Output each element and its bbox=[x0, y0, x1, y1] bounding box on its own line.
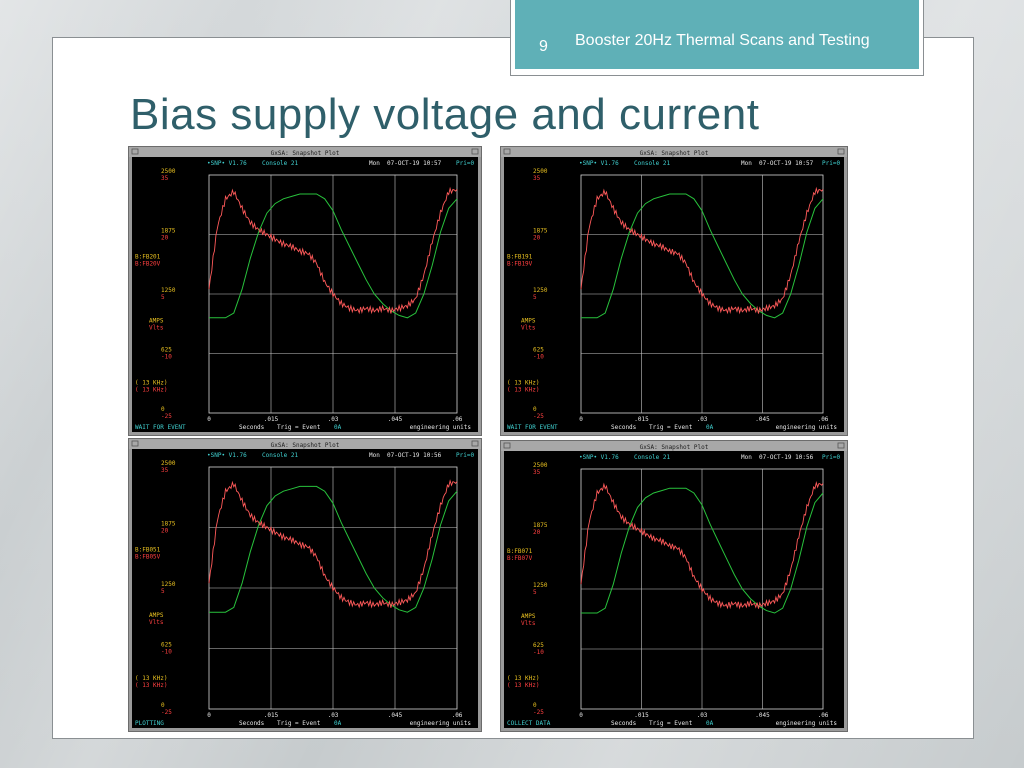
window-title: GxSA: Snapshot Plot bbox=[270, 442, 340, 449]
ytick-top-amps: 2500 bbox=[533, 462, 548, 469]
priority-label: Pri=0 bbox=[456, 452, 475, 459]
xtick-label: .03 bbox=[327, 712, 339, 719]
xtick-label: .045 bbox=[755, 416, 770, 423]
event-label: 0A bbox=[334, 720, 342, 727]
ytick-top-volts: 35 bbox=[533, 175, 541, 182]
date-label: 07-OCT-19 10:56 bbox=[387, 452, 442, 459]
ytick-625-amps: 625 bbox=[161, 641, 172, 649]
ytick-top-volts: 35 bbox=[161, 467, 169, 474]
trigger-label: Trig = Event bbox=[277, 424, 321, 431]
console-label: Console 21 bbox=[634, 454, 671, 461]
ytick-1250-volts: 5 bbox=[161, 294, 165, 301]
units-amps: AMPS bbox=[149, 317, 164, 325]
units-amps: AMPS bbox=[521, 612, 536, 620]
xtick-label: .015 bbox=[634, 712, 649, 719]
sample-rate-volts: ( 13 KHz) bbox=[135, 386, 168, 394]
event-label: 0A bbox=[334, 424, 342, 431]
trigger-label: Trig = Event bbox=[649, 424, 693, 431]
trigger-label: Trig = Event bbox=[649, 720, 693, 727]
window-title: GxSA: Snapshot Plot bbox=[639, 150, 709, 157]
plot-background bbox=[132, 157, 478, 432]
ytick-0-amps: 0 bbox=[533, 702, 537, 709]
sample-rate-volts: ( 13 KHz) bbox=[507, 386, 540, 394]
device-current-name: B:FB051 bbox=[135, 546, 161, 554]
ytick-1250-amps: 1250 bbox=[161, 287, 176, 294]
xtick-label: .03 bbox=[696, 712, 708, 719]
header-banner bbox=[515, 0, 919, 69]
date-label: 07-OCT-19 10:56 bbox=[759, 454, 814, 461]
xtick-label: .015 bbox=[634, 416, 649, 423]
xtick-label: .045 bbox=[387, 416, 403, 423]
ytick-1875-volts: 20 bbox=[161, 234, 169, 242]
day-label: Mon bbox=[741, 454, 752, 461]
header-box bbox=[510, 0, 924, 76]
ytick-1250-amps: 1250 bbox=[161, 581, 176, 588]
x-axis-label: Seconds bbox=[611, 424, 637, 431]
ytick-0-volts: -25 bbox=[161, 413, 172, 420]
sample-rate-amps: ( 13 KHz) bbox=[135, 379, 168, 387]
priority-label: Pri=0 bbox=[822, 160, 841, 167]
units-label: engineering units bbox=[409, 424, 471, 431]
ytick-top-amps: 2500 bbox=[161, 168, 176, 175]
units-label: engineering units bbox=[409, 720, 471, 727]
xtick-label: 0 bbox=[207, 416, 211, 423]
sample-rate-volts: ( 13 KHz) bbox=[507, 682, 540, 690]
device-voltage-name: B:FB05V bbox=[135, 553, 161, 561]
snapshot-plot-window[interactable] bbox=[500, 146, 848, 436]
plot-background bbox=[132, 449, 478, 728]
date-label: 07-OCT-19 10:57 bbox=[387, 160, 442, 167]
ytick-1875-volts: 20 bbox=[161, 527, 169, 535]
snapshot-plot-svg bbox=[129, 147, 481, 435]
xtick-label: .045 bbox=[755, 712, 770, 719]
device-voltage-name: B:FB19V bbox=[507, 260, 533, 268]
xtick-label: .015 bbox=[263, 712, 279, 719]
window-title: GxSA: Snapshot Plot bbox=[639, 444, 709, 451]
device-current-name: B:FB201 bbox=[135, 253, 161, 261]
ytick-1875-amps: 1875 bbox=[533, 522, 548, 529]
ytick-top-volts: 35 bbox=[533, 469, 541, 476]
x-axis-label: Seconds bbox=[611, 720, 637, 727]
device-voltage-name: B:FB20V bbox=[135, 260, 161, 268]
day-label: Mon bbox=[741, 160, 752, 167]
sample-rate-amps: ( 13 KHz) bbox=[507, 675, 540, 683]
ytick-top-volts: 35 bbox=[161, 175, 169, 182]
snapshot-plot-window[interactable] bbox=[128, 146, 482, 436]
ytick-1875-amps: 1875 bbox=[161, 227, 176, 235]
ytick-0-volts: -25 bbox=[533, 413, 544, 420]
ytick-1875-volts: 20 bbox=[533, 234, 541, 242]
ytick-1875-amps: 1875 bbox=[161, 520, 176, 528]
ytick-0-amps: 0 bbox=[161, 702, 165, 709]
units-volts: Vlts bbox=[521, 324, 536, 332]
day-label: Mon bbox=[369, 452, 380, 459]
ytick-0-amps: 0 bbox=[533, 406, 537, 413]
console-label: Console 21 bbox=[262, 452, 299, 459]
ytick-1250-amps: 1250 bbox=[533, 582, 548, 589]
plot-background bbox=[504, 451, 844, 728]
sample-rate-amps: ( 13 KHz) bbox=[135, 674, 168, 682]
ytick-1875-amps: 1875 bbox=[533, 227, 548, 235]
event-label: 0A bbox=[706, 720, 714, 727]
priority-label: Pri=0 bbox=[456, 160, 475, 167]
event-label: 0A bbox=[706, 424, 714, 431]
units-volts: Vlts bbox=[149, 619, 164, 627]
ytick-1250-amps: 1250 bbox=[533, 287, 548, 294]
snapshot-plot-svg bbox=[501, 441, 847, 731]
x-axis-label: Seconds bbox=[239, 720, 265, 727]
status-label: WAIT FOR EVENT bbox=[135, 424, 186, 431]
xtick-label: .03 bbox=[327, 416, 339, 423]
ytick-625-volts: -10 bbox=[161, 353, 172, 361]
ytick-625-volts: -10 bbox=[533, 353, 544, 361]
ytick-625-volts: -10 bbox=[161, 648, 172, 656]
x-axis-label: Seconds bbox=[239, 424, 265, 431]
xtick-label: .015 bbox=[263, 416, 279, 423]
units-label: engineering units bbox=[775, 720, 837, 727]
ytick-625-amps: 625 bbox=[533, 642, 544, 649]
snp-version: •SNP• V1.76 bbox=[579, 454, 619, 461]
date-label: 07-OCT-19 10:57 bbox=[759, 160, 814, 167]
xtick-label: .06 bbox=[451, 712, 463, 719]
plot-background bbox=[504, 157, 844, 432]
device-voltage-name: B:FB07V bbox=[507, 555, 533, 562]
status-label: PLOTTING bbox=[135, 720, 164, 727]
sample-rate-amps: ( 13 KHz) bbox=[507, 379, 540, 387]
units-amps: AMPS bbox=[149, 612, 164, 620]
snp-version: •SNP• V1.76 bbox=[579, 160, 619, 167]
header-title: Booster 20Hz Thermal Scans and Testing bbox=[575, 32, 870, 49]
xtick-label: .045 bbox=[387, 712, 403, 719]
sample-rate-volts: ( 13 KHz) bbox=[135, 681, 168, 689]
day-label: Mon bbox=[369, 160, 380, 167]
ytick-625-volts: -10 bbox=[533, 649, 544, 656]
units-label: engineering units bbox=[775, 424, 837, 431]
snapshot-plot-svg bbox=[129, 439, 481, 731]
ytick-0-volts: -25 bbox=[161, 709, 172, 716]
snp-version: •SNP• V1.76 bbox=[207, 452, 247, 459]
snapshot-plot-svg bbox=[501, 147, 847, 435]
status-label: COLLECT DATA bbox=[507, 720, 551, 727]
console-label: Console 21 bbox=[262, 160, 299, 167]
ytick-625-amps: 625 bbox=[533, 346, 544, 354]
xtick-label: .06 bbox=[451, 416, 463, 423]
status-label: WAIT FOR EVENT bbox=[507, 424, 558, 431]
units-volts: Vlts bbox=[521, 619, 536, 627]
slide-title: Bias supply voltage and current bbox=[130, 90, 760, 139]
window-title: GxSA: Snapshot Plot bbox=[270, 150, 340, 157]
xtick-label: 0 bbox=[579, 712, 583, 719]
xtick-label: .06 bbox=[817, 416, 829, 423]
priority-label: Pri=0 bbox=[822, 454, 841, 461]
snapshot-plot-window[interactable] bbox=[128, 438, 482, 732]
ytick-0-amps: 0 bbox=[161, 406, 165, 413]
console-label: Console 21 bbox=[634, 160, 671, 167]
xtick-label: 0 bbox=[579, 416, 583, 423]
xtick-label: 0 bbox=[207, 712, 211, 719]
ytick-1875-volts: 20 bbox=[533, 529, 541, 536]
ytick-top-amps: 2500 bbox=[161, 460, 176, 467]
device-current-name: B:FB071 bbox=[507, 548, 533, 555]
ytick-1250-volts: 5 bbox=[533, 294, 537, 301]
snp-version: •SNP• V1.76 bbox=[207, 160, 247, 167]
slide-number: 9 bbox=[539, 38, 548, 55]
ytick-625-amps: 625 bbox=[161, 346, 172, 354]
device-current-name: B:FB191 bbox=[507, 253, 533, 261]
ytick-0-volts: -25 bbox=[533, 709, 544, 716]
units-volts: Vlts bbox=[149, 324, 164, 332]
snapshot-plot-window[interactable] bbox=[500, 440, 848, 732]
ytick-1250-volts: 5 bbox=[533, 589, 537, 596]
xtick-label: .03 bbox=[696, 416, 708, 423]
ytick-1250-volts: 5 bbox=[161, 588, 165, 595]
units-amps: AMPS bbox=[521, 317, 536, 325]
xtick-label: .06 bbox=[817, 712, 829, 719]
ytick-top-amps: 2500 bbox=[533, 168, 548, 175]
trigger-label: Trig = Event bbox=[277, 720, 321, 727]
